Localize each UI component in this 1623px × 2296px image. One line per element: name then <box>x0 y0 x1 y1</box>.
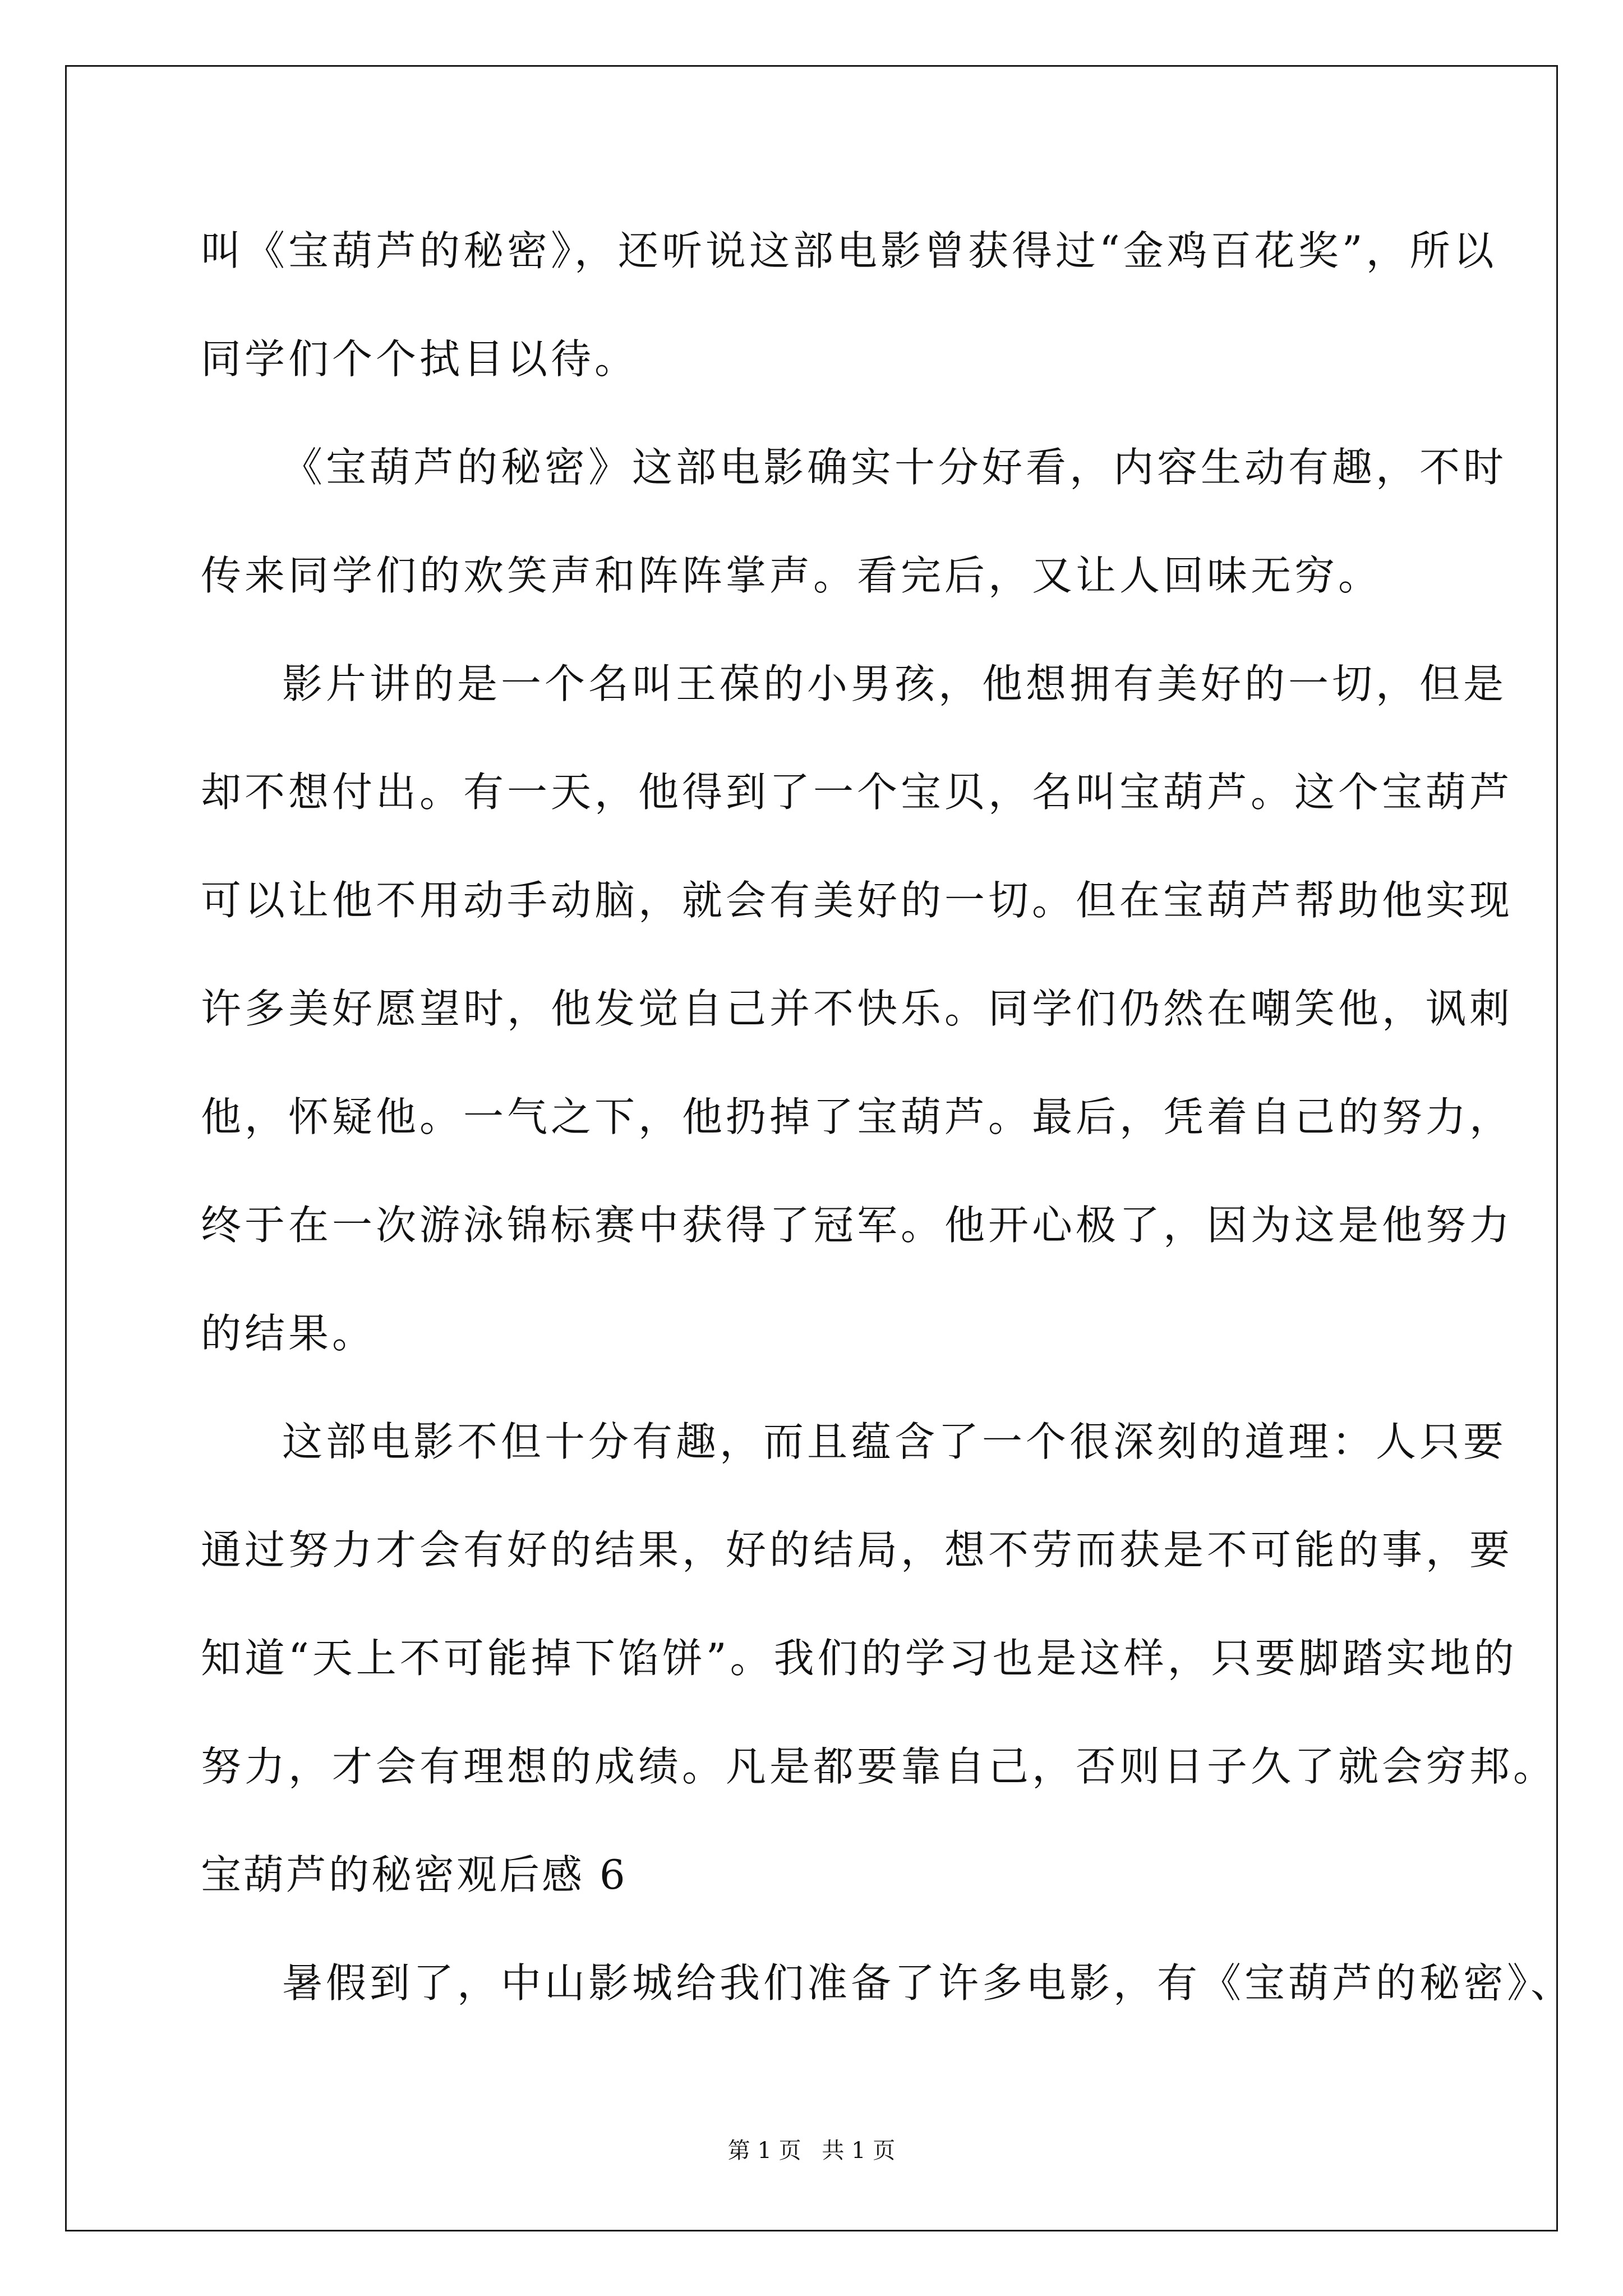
text-line: 通过努力才会有好的结果，好的结局，想不劳而获是不可能的事，要 <box>201 1526 1514 1573</box>
page-total: 共 1 页 <box>822 2138 896 2164</box>
section-heading: 宝葫芦的秘密观后感 6 <box>201 1851 628 1898</box>
text-line: 终于在一次游泳锦标赛中获得了冠军。他开心极了，因为这是他努力 <box>201 1202 1514 1249</box>
text-line: 同学们个个拭目以待。 <box>201 335 639 383</box>
text-line: 他，怀疑他。一气之下，他扔掉了宝葫芦。最后，凭着自己的努力， <box>201 1093 1514 1140</box>
text-line: 叫《宝葫芦的秘密》，还听说这部电影曾获得过“金鸡百花奖”，所以 <box>201 227 1497 274</box>
page-number: 第 1 页 <box>727 2138 801 2164</box>
page-border <box>65 65 1558 2231</box>
text-line: 传来同学们的欢笑声和阵阵掌声。看完后，又让人回味无穷。 <box>201 552 1382 599</box>
text-line: 许多美好愿望时，他发觉自己并不快乐。同学们仍然在嘲笑他，讽刺 <box>201 985 1514 1032</box>
text-line: 的结果。 <box>201 1310 376 1357</box>
text-line: 暑假到了，中山影城给我们准备了许多电影，有《宝葫芦的秘密》、 <box>282 1959 1575 2007</box>
text-line: 却不想付出。有一天，他得到了一个宝贝，名叫宝葫芦。这个宝葫芦 <box>201 769 1514 816</box>
text-line: 《宝葫芦的秘密》这部电影确实十分好看，内容生动有趣，不时 <box>282 444 1507 491</box>
text-line: 可以让他不用动手动脑，就会有美好的一切。但在宝葫芦帮助他实现 <box>201 877 1514 924</box>
text-line: 努力，才会有理想的成绩。凡是都要靠自己，否则日子久了就会穷邦。 <box>201 1743 1557 1790</box>
page-footer <box>0 2133 1623 2165</box>
text-line: 知道“天上不可能掉下馅饼”。我们的学习也是这样，只要脚踏实地的 <box>201 1635 1518 1682</box>
text-line: 这部电影不但十分有趣，而且蕴含了一个很深刻的道理：人只要 <box>282 1418 1507 1465</box>
text-line: 影片讲的是一个名叫王葆的小男孩，他想拥有美好的一切，但是 <box>282 660 1507 707</box>
